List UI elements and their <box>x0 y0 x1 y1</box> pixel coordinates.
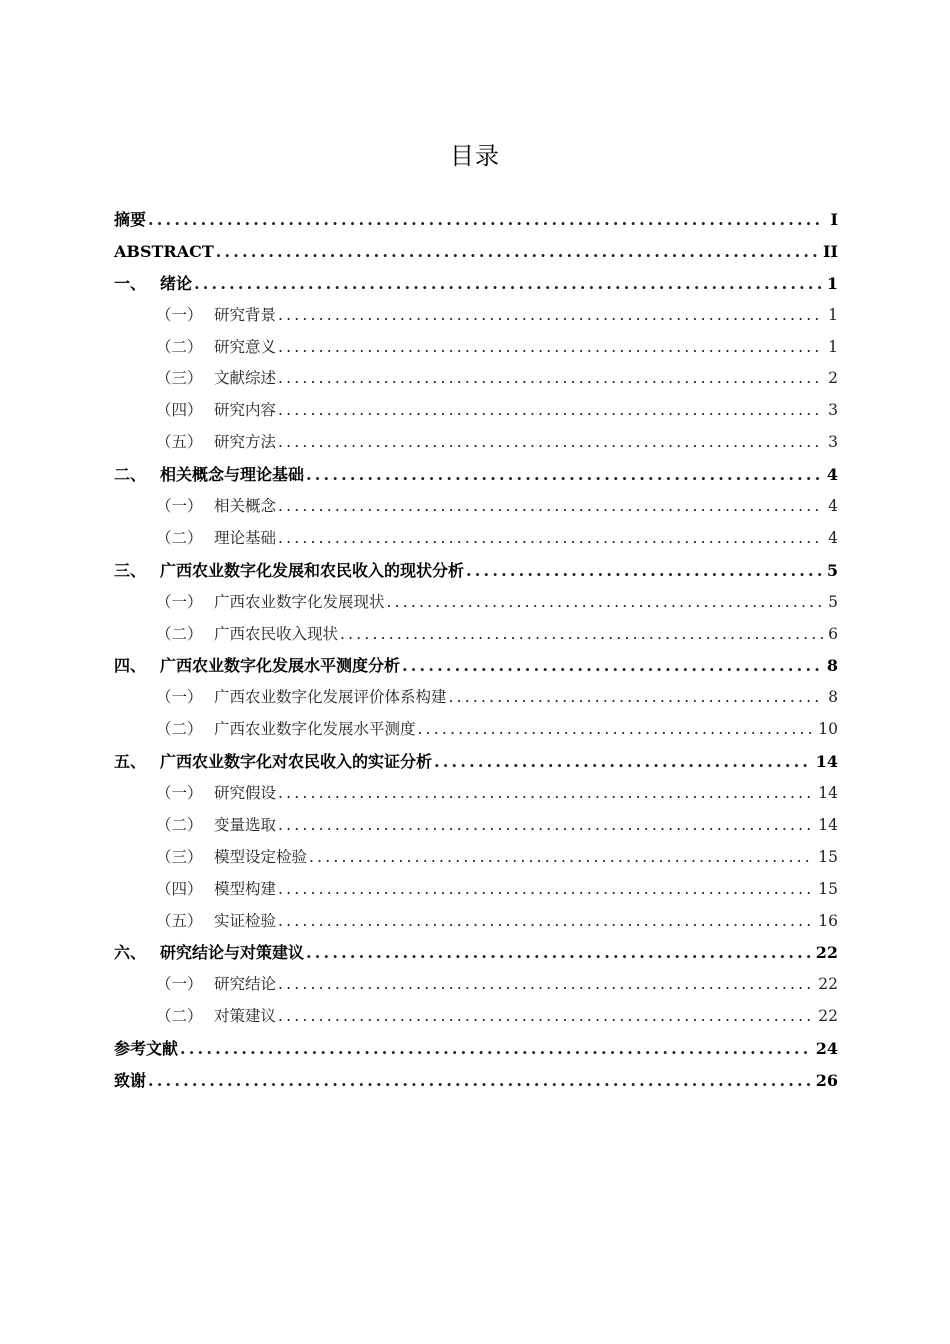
toc-entry-page-number: 22 <box>818 975 838 994</box>
toc-entry-page-number: 14 <box>818 784 838 803</box>
toc-entry-section[interactable] <box>114 587 838 619</box>
toc-entry-number: （一） <box>156 975 203 994</box>
toc-entry-page-number: 8 <box>826 656 838 676</box>
dot-leader <box>306 459 823 491</box>
toc-entry-section[interactable] <box>114 714 838 746</box>
toc-entry-page-number: 4 <box>826 465 838 485</box>
toc-entry-page-number: 3 <box>828 433 838 452</box>
toc-entry-number: （二） <box>156 337 203 356</box>
toc-entry-label: 广西农民收入现状 <box>214 624 339 643</box>
toc-entry-section[interactable] <box>114 682 838 714</box>
toc-entry-chapter[interactable] <box>114 268 838 300</box>
toc-entry-number: （二） <box>156 528 203 547</box>
toc-entry-page-number: I <box>830 210 838 229</box>
toc-entry-page-number: 24 <box>815 1039 838 1059</box>
dot-leader <box>418 714 815 746</box>
toc-entry-chapter[interactable] <box>114 555 838 587</box>
toc-entry-label: 变量选取 <box>214 815 277 834</box>
toc-entry-label: 研究结论 <box>214 975 277 994</box>
dot-leader <box>180 1033 812 1065</box>
dot-leader <box>278 363 824 395</box>
dot-leader <box>387 587 824 619</box>
toc-entry-number: （二） <box>156 624 203 643</box>
dot-leader <box>216 236 819 268</box>
toc-entry-page-number: 22 <box>815 943 838 963</box>
toc-entry-page-number: 14 <box>815 752 838 772</box>
toc-entry-label: 研究结论与对策建议 <box>160 943 305 963</box>
toc-entry-label: 研究内容 <box>214 401 277 420</box>
toc-entry-page-number: 2 <box>828 369 838 388</box>
toc-entry-label: 广西农业数字化发展评价体系构建 <box>214 688 447 707</box>
toc-entry-label: 广西农业数字化发展水平测度分析 <box>160 656 401 676</box>
toc-entry-page-number: II <box>823 241 838 261</box>
toc-entry-number: 三、 <box>114 560 147 580</box>
toc-entry-chapter[interactable] <box>114 236 838 268</box>
dot-leader <box>278 427 824 459</box>
toc-entry-label: ABSTRACT <box>114 241 214 261</box>
toc-entry-label: 参考文献 <box>114 1039 179 1059</box>
toc-entry-section[interactable] <box>114 874 838 906</box>
toc-entry-chapter[interactable] <box>114 204 838 236</box>
toc-entry-number: （二） <box>156 815 203 834</box>
toc-entry-number: （四） <box>156 401 203 420</box>
toc-entry-label: 绪论 <box>160 273 193 293</box>
toc-entry-section[interactable] <box>114 1001 838 1033</box>
toc-entry-number: 五、 <box>114 752 147 772</box>
toc-entry-label: 广西农业数字化发展水平测度 <box>214 720 416 739</box>
toc-entry-page-number: 14 <box>818 815 838 834</box>
dot-leader <box>278 523 824 555</box>
toc-entry-label: 广西农业数字化发展现状 <box>214 592 385 611</box>
dot-leader <box>278 300 824 332</box>
toc-entry-section[interactable] <box>114 427 838 459</box>
dot-leader <box>278 810 814 842</box>
toc-entry-section[interactable] <box>114 778 838 810</box>
toc-entry-page-number: 1 <box>828 337 838 356</box>
toc-entry-label: 研究假设 <box>214 784 277 803</box>
toc-entry-section[interactable] <box>114 619 838 651</box>
toc-entry-label: 研究背景 <box>214 305 277 324</box>
dot-leader <box>278 332 824 364</box>
toc-entry-section[interactable] <box>114 332 838 364</box>
toc-entry-page-number: 4 <box>828 528 838 547</box>
toc-entry-section[interactable] <box>114 300 838 332</box>
toc-entry-number: （一） <box>156 784 203 803</box>
toc-entry-number: （二） <box>156 720 203 739</box>
dot-leader <box>278 874 814 906</box>
toc-entry-label: 理论基础 <box>214 528 277 547</box>
toc-entry-number: （二） <box>156 1007 203 1026</box>
toc-entry-label: 模型设定检验 <box>214 847 308 866</box>
toc-entry-number: （三） <box>156 847 203 866</box>
toc-entry-page-number: 15 <box>818 879 838 898</box>
toc-entry-section[interactable] <box>114 906 838 938</box>
toc-entry-chapter[interactable] <box>114 459 838 491</box>
dot-leader <box>434 746 812 778</box>
toc-entry-page-number: 4 <box>828 497 838 516</box>
dot-leader <box>278 491 824 523</box>
toc-entry-number: （三） <box>156 369 203 388</box>
dot-leader <box>466 555 823 587</box>
toc-entry-number: （五） <box>156 911 203 930</box>
toc-entry-page-number: 3 <box>828 401 838 420</box>
toc-entry-chapter[interactable] <box>114 1033 838 1065</box>
toc-entry-section[interactable] <box>114 969 838 1001</box>
toc-entry-page-number: 22 <box>818 1007 838 1026</box>
toc-entry-number: （一） <box>156 497 203 516</box>
toc-entry-label: 广西农业数字化对农民收入的实证分析 <box>160 752 433 772</box>
toc-entry-number: 一、 <box>114 273 147 293</box>
toc-entry-section[interactable] <box>114 842 838 874</box>
dot-leader <box>278 395 824 427</box>
toc-entry-label: 致谢 <box>114 1071 147 1091</box>
dot-leader <box>340 619 824 651</box>
toc-entry-label: 相关概念与理论基础 <box>160 465 305 485</box>
dot-leader <box>449 682 824 714</box>
dot-leader <box>309 842 814 874</box>
dot-leader <box>306 937 812 969</box>
toc-entry-page-number: 8 <box>828 688 838 707</box>
toc-entry-page-number: 5 <box>828 592 838 611</box>
toc-entry-chapter[interactable] <box>114 937 838 969</box>
toc-entry-number: （五） <box>156 433 203 452</box>
toc-entry-label: 摘要 <box>114 210 147 229</box>
toc-entry-label: 研究方法 <box>214 433 277 452</box>
toc-entry-page-number: 5 <box>826 560 838 580</box>
dot-leader <box>402 650 823 682</box>
toc-entry-number: （一） <box>156 592 203 611</box>
toc-entry-label: 模型构建 <box>214 879 277 898</box>
toc-entry-label: 文献综述 <box>214 369 277 388</box>
dot-leader <box>148 204 824 236</box>
toc-entry-section[interactable] <box>114 363 838 395</box>
toc-entry-label: 广西农业数字化发展和农民收入的现状分析 <box>160 560 465 580</box>
toc-entry-label: 对策建议 <box>214 1007 277 1026</box>
toc-entry-number: 二、 <box>114 465 147 485</box>
toc-entry-section[interactable] <box>114 395 838 427</box>
toc-entry-chapter[interactable] <box>114 650 838 682</box>
toc-entry-number: 四、 <box>114 656 147 676</box>
toc-entry-page-number: 10 <box>818 720 838 739</box>
toc-entry-number: 六、 <box>114 943 147 963</box>
toc-entry-label: 相关概念 <box>214 497 277 516</box>
toc-entry-number: （一） <box>156 305 203 324</box>
toc-entry-page-number: 1 <box>828 305 838 324</box>
toc-entry-label: 研究意义 <box>214 337 277 356</box>
toc-entry-page-number: 15 <box>818 847 838 866</box>
table-of-contents <box>114 204 838 1097</box>
toc-entry-page-number: 16 <box>818 911 838 930</box>
toc-entry-section[interactable] <box>114 810 838 842</box>
toc-entry-page-number: 1 <box>826 273 838 293</box>
toc-entry-page-number: 26 <box>815 1071 838 1091</box>
dot-leader <box>278 969 814 1001</box>
dot-leader <box>194 268 823 300</box>
toc-entry-chapter[interactable] <box>114 1065 838 1097</box>
toc-entry-section[interactable] <box>114 491 838 523</box>
toc-entry-section[interactable] <box>114 523 838 555</box>
toc-entry-page-number: 6 <box>828 624 838 643</box>
dot-leader <box>278 1001 814 1033</box>
toc-entry-chapter[interactable] <box>114 746 838 778</box>
toc-entry-number: （一） <box>156 688 203 707</box>
dot-leader <box>278 778 814 810</box>
dot-leader <box>148 1065 812 1097</box>
toc-entry-number: （四） <box>156 879 203 898</box>
toc-entry-label: 实证检验 <box>214 911 277 930</box>
dot-leader <box>278 906 814 938</box>
page-title: 目录 <box>450 142 500 170</box>
